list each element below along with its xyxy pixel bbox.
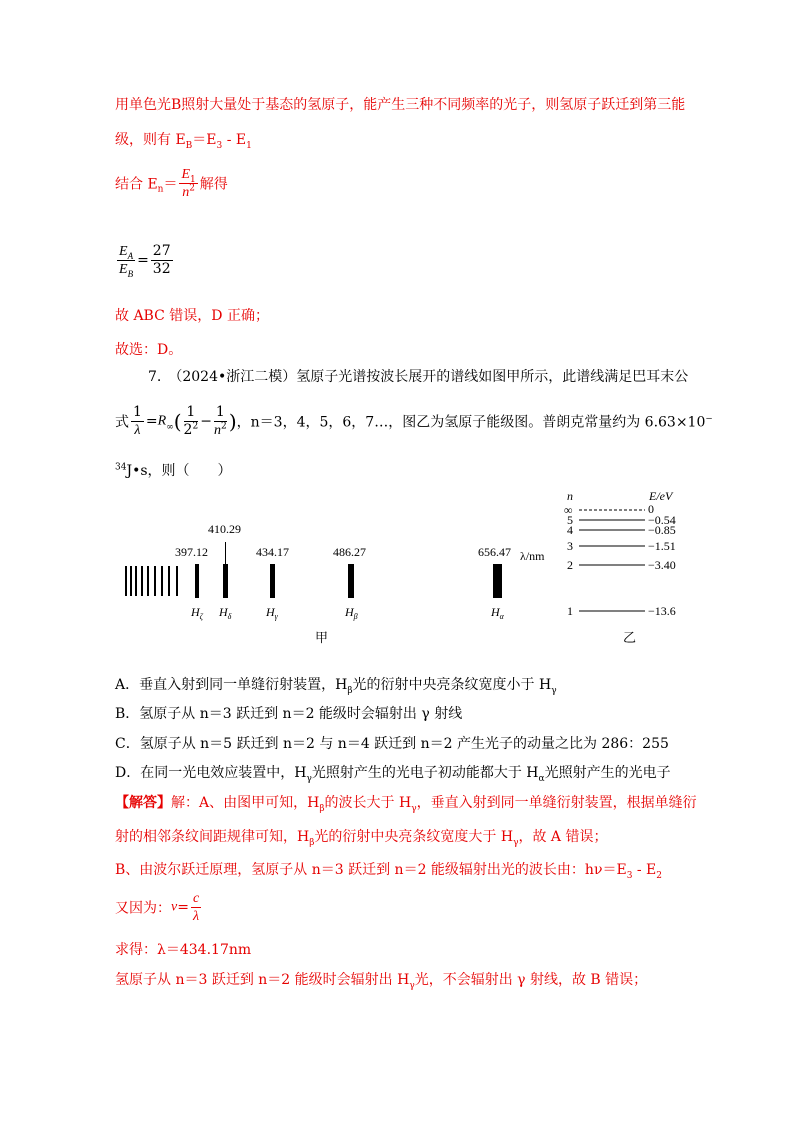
dense-lines: [125, 566, 178, 596]
level-n: 1: [567, 604, 573, 618]
level-e: −0.85: [648, 523, 676, 537]
answer-b-conclusion: 氢原子从 n＝3 跃迁到 n＝2 能级时会辐射出 $H_\gamma$光，不会辐射出 γ 射线，故 B 错误；: [115, 972, 648, 991]
line-h-gamma: [270, 564, 275, 598]
line-h-beta: [348, 564, 354, 598]
answer-b-formula: 又因为：ν= $\frac{c}{\lambda}$: [115, 891, 200, 924]
h-label: $H_\beta$: [345, 605, 358, 621]
label-jia: 甲: [315, 630, 329, 645]
option-b: B．氢原子从 n＝3 跃迁到 n＝2 能级时会辐射出 γ 射线: [115, 706, 463, 722]
level-n: 3: [567, 539, 573, 553]
level-n: ∞: [564, 503, 573, 517]
answer-a-line-1: 【解答】解：A、由图甲可知，$H_\beta$的波长大于 $H_\gamma$，垂直入射到同一单缝衍射装置，根据单缝衍: [115, 795, 697, 814]
option-a: A．垂直入射到同一单缝衍射装置，$H_\beta$光的衍射中央亮条纹宽度小于 $H_\gamma$: [115, 677, 557, 696]
level-e: −3.40: [648, 558, 676, 572]
line-h-zeta: [195, 564, 199, 598]
question-7-line-3: $^{34}$J•s，则（ ）: [115, 462, 232, 479]
spectrum-figure: [115, 482, 695, 652]
wl-label: 434.17: [256, 545, 289, 559]
axis-e: E/eV: [649, 489, 673, 503]
unit-label: λ/nm: [520, 549, 545, 563]
answer-b-line-1: B、由波尔跃迁原理，氢原子从 n＝3 跃迁到 n＝2 能级辐射出光的波长由：$h\nu=E_3 - E_2$: [115, 862, 663, 881]
h-label: $H_\alpha$: [491, 605, 504, 621]
option-c: C．氢原子从 n＝5 跃迁到 n＝2 与 n＝4 跃迁到 n＝2 产生光子的动量之比为 286：255: [115, 736, 669, 752]
h-label: $H_\gamma$: [266, 605, 278, 621]
solution-line-2: 级，则有 $E_B=E_3 - E_1$: [115, 132, 252, 151]
level-e: −0.54: [648, 513, 676, 527]
h-label: $H_\delta$: [219, 605, 232, 621]
option-d: D．在同一光电效应装置中，$H_\gamma$光照射产生的光电子初动能都大于 $H_\alpha$光照射产生的光电子: [115, 765, 671, 784]
combine-formula: 结合 $E_n=$ $\frac{E_1}{n^2}$ 解得: [115, 167, 228, 200]
choice-d: 故选：D。: [115, 342, 183, 358]
ratio-formula: $\frac{E_A}{E_B}$ = $\frac{27}{32}$: [119, 243, 171, 279]
line-h-delta: [223, 564, 228, 598]
h-label: $H_\zeta$: [191, 605, 203, 621]
wl-label: 397.12: [175, 545, 208, 559]
level-e: 0: [648, 502, 654, 516]
label-yi: 乙: [623, 630, 637, 645]
axis-n: n: [567, 489, 573, 503]
wl-label: 656.47: [478, 545, 511, 559]
answer-a-line-2: 射的相邻条纹间距规律可知，$H_\beta$光的衍射中央亮条纹宽度大于 $H_\gamma$，故 A 错误；: [115, 829, 608, 848]
level-n: 4: [567, 523, 573, 537]
question-7-stem: 7. （2024•浙江二模）氢原子光谱按波长展开的谱线如图甲所示，此谱线满足巴耳末公: [148, 369, 689, 385]
level-n: 5: [567, 513, 573, 527]
wl-label: 410.29: [208, 522, 241, 536]
level-n: 2: [567, 558, 573, 572]
answer-b-result: 求得：λ＝434.17nm: [115, 942, 252, 958]
abc-wrong: 故 ABC 错误，D 正确；: [115, 308, 269, 324]
line-h-alpha: [493, 564, 502, 598]
solution-line-1: 用单色光B照射大量处于基态的氢原子，能产生三种不同频率的光子，则氢原子跃迁到第三能: [115, 97, 686, 113]
level-e: −13.6: [648, 604, 676, 618]
balmer-formula: 式 $\frac{1}{\lambda}$ $=R_\infty$( $\frac{1}{2^2}$ − $\frac{1}{n^2}$ )，n＝3，4，5，6，7…，图乙为氢原子能级图。普朗克常量约为 6.63×10⁻: [115, 404, 713, 438]
wl-label: 486.27: [333, 545, 366, 559]
level-e: −1.51: [648, 539, 676, 553]
